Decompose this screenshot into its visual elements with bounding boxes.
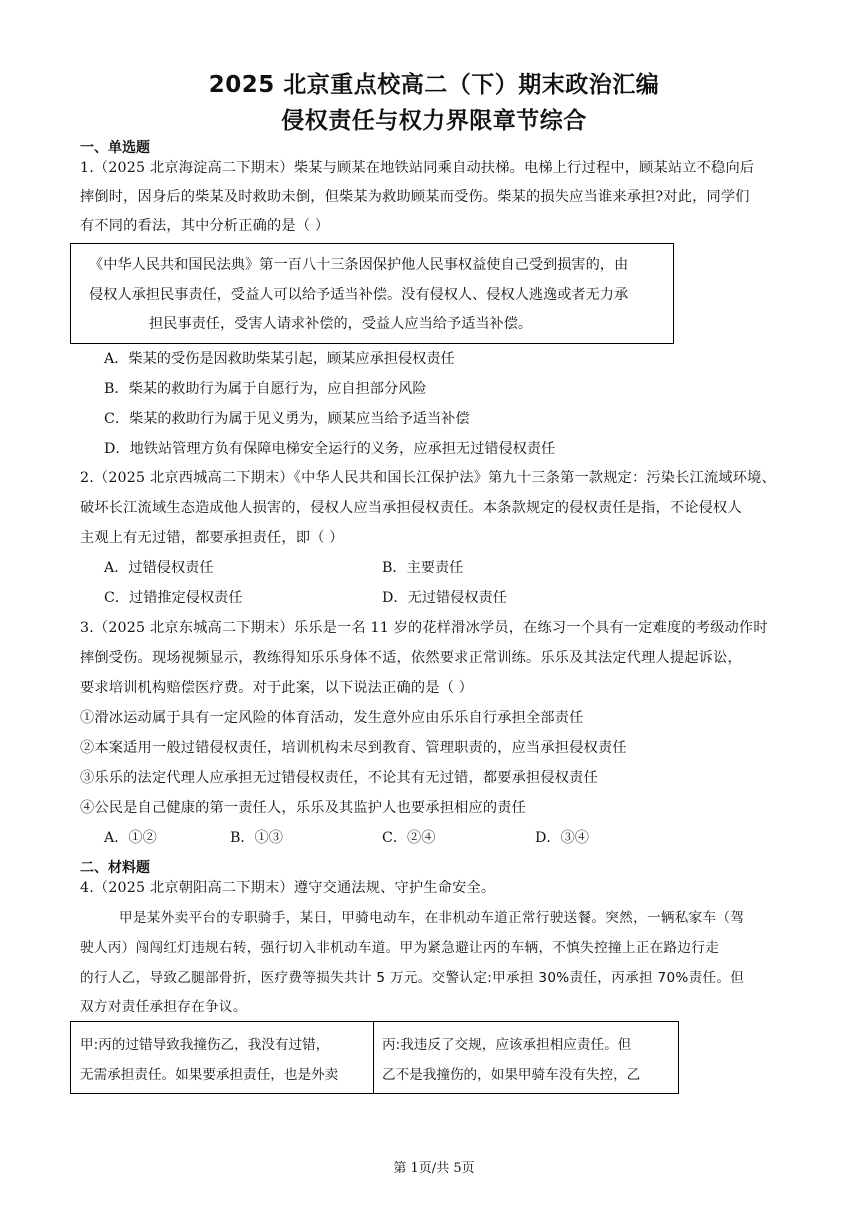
page-footer: 第 1页/共 5页 <box>393 1161 475 1176</box>
q3-statement-1: ①滑冰运动属于具有一定风险的体育活动，发生意外应由乐乐自行承担全部责任 <box>80 710 584 726</box>
q2-option-b: B．主要责任 <box>382 560 464 576</box>
table-divider <box>373 1022 374 1093</box>
q1-quote-box <box>70 243 674 344</box>
q4-material-line-3: 的行人乙，导致乙腿部骨折，医疗费等损失共计 5 万元。交警认定:甲承担 30%责任，丙承担 70%责任。但 <box>80 970 745 986</box>
q2-option-d: D．无过错侵权责任 <box>382 590 507 606</box>
q1-option-a: A．柴某的受伤是因救助柴某引起，顾某应承担侵权责任 <box>104 351 455 367</box>
q4-material-line-2: 驶人丙）闯闯红灯违规右转，强行切入非机动车道。甲为紧急避让丙的车辆，不慎失控撞上正在路边行走 <box>80 940 720 956</box>
q3-option-d: D．③④ <box>535 830 589 846</box>
page-subtitle: 侵权责任与权力界限章节综合 <box>281 108 587 134</box>
q3-line-2: 摔倒受伤。现场视频显示，教练得知乐乐身体不适，依然要求正常训练。乐乐及其法定代理人提起诉讼， <box>80 650 742 666</box>
page-title: 2025 北京重点校高二（下）期末政治汇编 <box>208 72 660 98</box>
q1-quote-line-3: 担民事责任，受害人请求补偿的，受益人应当给予适当补偿。 <box>149 316 533 332</box>
q2-line-3: 主观上有无过错，都要承担责任，即（ ） <box>80 530 344 546</box>
q3-line-1: 3.（2025 北京东城高二下期末）乐乐是一名 11 岁的花样滑冰学员，在练习一个具有一定难度的考级动作时 <box>80 620 768 636</box>
q4-cell-left-line-2: 无需承担责任。如果要承担责任，也是外卖 <box>80 1067 339 1083</box>
q4-cell-right-line-1: 丙:我违反了交规，应该承担相应责任。但 <box>382 1037 632 1053</box>
q1-option-d: D．地铁站管理方负有保障电梯安全运行的义务，应承担无过错侵权责任 <box>104 441 556 457</box>
q3-statement-3: ③乐乐的法定代理人应承担无过错侵权责任，不论其有无过错，都要承担侵权责任 <box>80 770 598 786</box>
q2-line-2: 破坏长江流域生态造成他人损害的，侵权人应当承担侵权责任。本条款规定的侵权责任是指，不论侵权人 <box>80 500 742 516</box>
q3-option-a: A．①② <box>104 830 157 846</box>
q1-quote-line-2: 侵权人承担民事责任，受益人可以给予适当补偿。没有侵权人、侵权人逃逸或者无力承 <box>89 287 629 303</box>
q4-opinion-table <box>70 1021 679 1094</box>
q1-line-2: 摔倒时，因身后的柴某及时救助未倒，但柴某为救助顾某而受伤。柴某的损失应当谁来承担?对此，同学们 <box>80 189 750 205</box>
q3-statement-4: ④公民是自己健康的第一责任人，乐乐及其监护人也要承担相应的责任 <box>80 800 527 816</box>
q4-material-line-1: 甲是某外卖平台的专职骑手，某日，甲骑电动车，在非机动车道正常行驶送餐。突然，一辆私家车（驾 <box>119 910 745 926</box>
q2-option-c: C．过错推定侵权责任 <box>104 590 243 606</box>
q1-line-3: 有不同的看法，其中分析正确的是（ ） <box>80 218 330 234</box>
q2-option-a: A．过错侵权责任 <box>104 560 214 576</box>
q1-option-b: B．柴某的救助行为属于自愿行为，应自担部分风险 <box>104 381 427 397</box>
section-heading-material: 二、材料题 <box>80 860 150 876</box>
q4-cell-right-line-2: 乙不是我撞伤的，如果甲骑车没有失控，乙 <box>382 1067 641 1083</box>
q4-material-line-4: 双方对责任承担存在争议。 <box>80 999 247 1015</box>
q1-line-1: 1.（2025 北京海淀高二下期末）柴某与顾某在地铁站同乘自动扶梯。电梯上行过程中，顾某站立不稳向后 <box>80 160 755 176</box>
q3-statement-2: ②本案适用一般过错侵权责任，培训机构未尽到教育、管理职责的，应当承担侵权责任 <box>80 740 627 756</box>
q2-line-1: 2.（2025 北京西城高二下期末）《中华人民共和国长江保护法》第九十三条第一款规定：污染长江流域环境、 <box>80 470 776 486</box>
q4-cell-left-line-1: 甲:丙的过错导致我撞伤乙，我没有过错， <box>80 1037 330 1053</box>
section-heading-single-choice: 一、单选题 <box>80 140 150 156</box>
q1-option-c: C．柴某的救助行为属于见义勇为，顾某应当给予适当补偿 <box>104 411 470 427</box>
q1-quote-line-1: 《中华人民共和国民法典》第一百八十三条因保护他人民事权益使自己受到损害的，由 <box>89 257 629 273</box>
q3-option-b: B．①③ <box>230 830 283 846</box>
q4-line-1: 4.（2025 北京朝阳高二下期末）遵守交通法规、守护生命安全。 <box>80 880 496 896</box>
q3-line-3: 要求培训机构赔偿医疗费。对于此案，以下说法正确的是（ ） <box>80 680 474 696</box>
q3-option-c: C．②④ <box>382 830 436 846</box>
